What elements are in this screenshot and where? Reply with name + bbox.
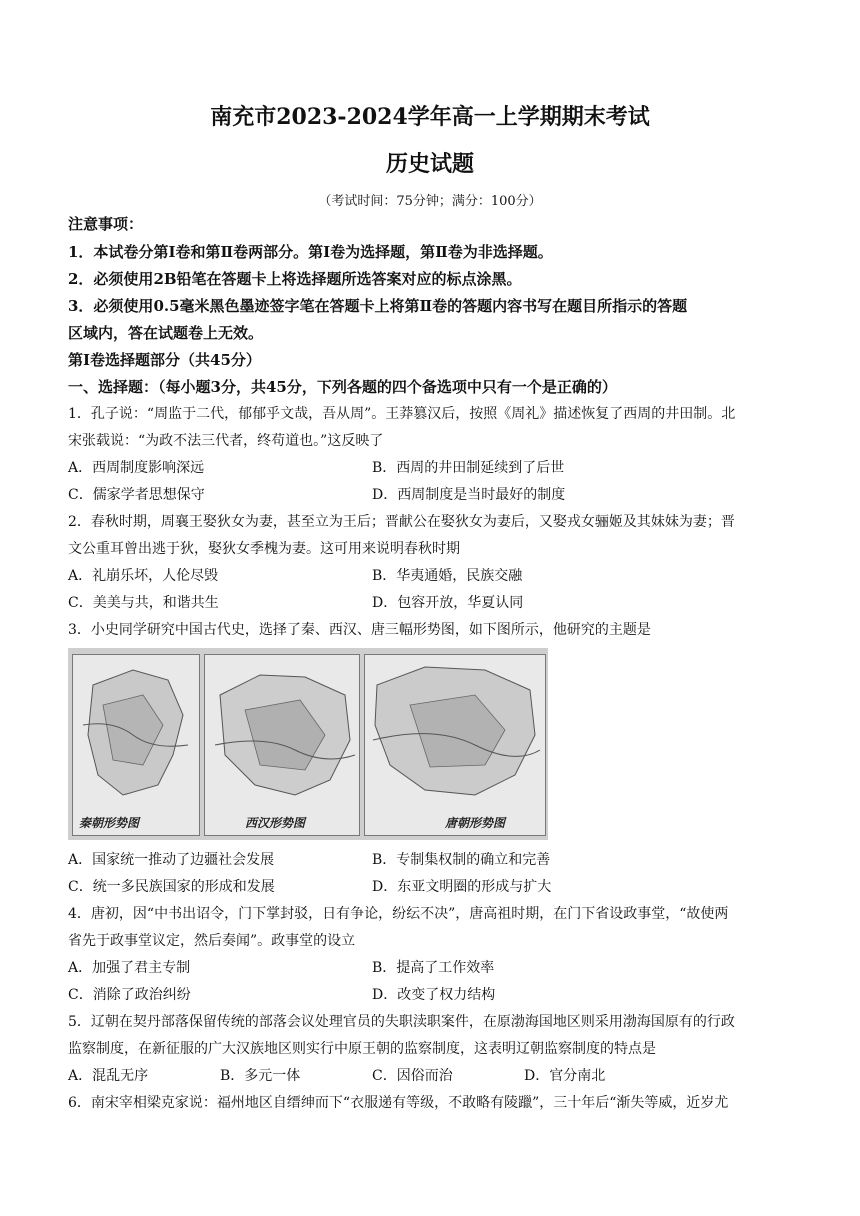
q4-option-b: B．提高了工作效率 (372, 960, 495, 976)
exam-subject: 历史试题 (385, 151, 474, 177)
question-1-line: 1．孔子说：“周监于二代，郁郁乎文哉，吾从周”。王莽篡汉后，按照《周礼》描述恢复了西周的井田制。北 (68, 406, 736, 422)
question-1-line: 宋张载说：“为政不法三代者，终苟道也。”这反映了 (68, 433, 384, 449)
historical-maps-figure (68, 648, 548, 840)
exam-info: （考试时间：75分钟；满分：100分） (318, 194, 542, 209)
notice-heading: 注意事项： (68, 215, 144, 233)
section-instruction: 一、选择题：（每小题3分，共45分，下列各题的四个备选项中只有一个是正确的） (68, 378, 617, 396)
tang-map-caption: 唐朝形势图 (445, 816, 506, 830)
q1-option-c: C．儒家学者思想保守 (68, 487, 205, 503)
question-2-line: 2．春秋时期，周襄王娶狄女为妻，甚至立为王后；晋献公在娶狄女为妻后，又娶戎女骊姬及其妹妹为妻；晋 (68, 514, 735, 530)
q3-option-c: C．统一多民族国家的形成和发展 (68, 879, 275, 895)
q4-option-c: C．消除了政治纠纷 (68, 987, 191, 1003)
q3-option-a: A．国家统一推动了边疆社会发展 (68, 852, 275, 868)
q2-option-c: C．美美与共，和谐共生 (68, 595, 219, 611)
q5-option-d: D．官分南北 (524, 1068, 606, 1084)
q4-option-d: D．改变了权力结构 (372, 987, 496, 1003)
q1-option-b: B．西周的井田制延续到了后世 (372, 460, 565, 476)
q2-option-b: B．华夷通婚，民族交融 (372, 568, 523, 584)
q2-option-d: D．包容开放，华夏认同 (372, 595, 524, 611)
question-2-line: 文公重耳曾出逃于狄，娶狄女季槐为妻。这可用来说明春秋时期 (68, 541, 460, 557)
notice-item: 3．必须使用0.5毫米黑色墨迹签字笔在答题卡上将第Ⅱ卷的答题内容书写在题目所指示的答题 (68, 297, 688, 315)
q5-option-a: A．混乱无序 (68, 1068, 149, 1084)
question-5-line: 5．辽朝在契丹部落保留传统的部落会议处理官员的失职渎职案件，在原渤海国地区则采用渤海国原有的行政 (68, 1014, 735, 1030)
q5-option-c: C．因俗而治 (372, 1068, 453, 1084)
notice-item: 2．必须使用2B铅笔在答题卡上将选择题所选答案对应的标点涂黑。 (68, 270, 522, 288)
notice-item: 区域内，答在试题卷上无效。 (68, 324, 264, 342)
q3-option-b: B．专制集权制的确立和完善 (372, 852, 551, 868)
question-3-line: 3．小史同学研究中国古代史，选择了秦、西汉、唐三幅形势图，如下图所示，他研究的主题是 (68, 622, 651, 638)
exam-title: 南充市2023-2024学年高一上学期期末考试 (210, 104, 650, 130)
question-4-line: 省先于政事堂议定，然后奏闻”。政事堂的设立 (68, 933, 356, 949)
q2-option-a: A．礼崩乐坏，人伦尽毁 (68, 568, 219, 584)
q4-option-a: A．加强了君主专制 (68, 960, 191, 976)
q5-option-b: B．多元一体 (220, 1068, 301, 1084)
qin-map (72, 654, 200, 836)
q1-option-d: D．西周制度是当时最好的制度 (372, 487, 566, 503)
qin-map-caption: 秦朝形势图 (79, 816, 140, 830)
question-6-line: 6．南宋宰相梁克家说：福州地区自缙绅而下“衣服递有等级，不敢略有陵躐”，三十年后“渐失等威，近岁尤 (68, 1095, 729, 1111)
question-5-line: 监察制度，在新征服的广大汉族地区则实行中原王朝的监察制度，这表明辽朝监察制度的特点是 (68, 1041, 656, 1057)
q1-option-a: A．西周制度影响深远 (68, 460, 205, 476)
q3-option-d: D．东亚文明圈的形成与扩大 (372, 879, 552, 895)
notice-item: 1．本试卷分第Ⅰ卷和第Ⅱ卷两部分。第Ⅰ卷为选择题，第Ⅱ卷为非选择题。 (68, 243, 553, 261)
question-4-line: 4．唐初，因“中书出诏令，门下掌封驳，日有争论，纷纭不决”，唐高祖时期，在门下省设政事堂，“故使两 (68, 906, 729, 922)
western-han-map-caption: 西汉形势图 (245, 816, 306, 830)
tang-map (364, 654, 546, 836)
section-title: 第Ⅰ卷选择题部分（共45分） (68, 351, 261, 369)
western-han-map (204, 654, 360, 836)
